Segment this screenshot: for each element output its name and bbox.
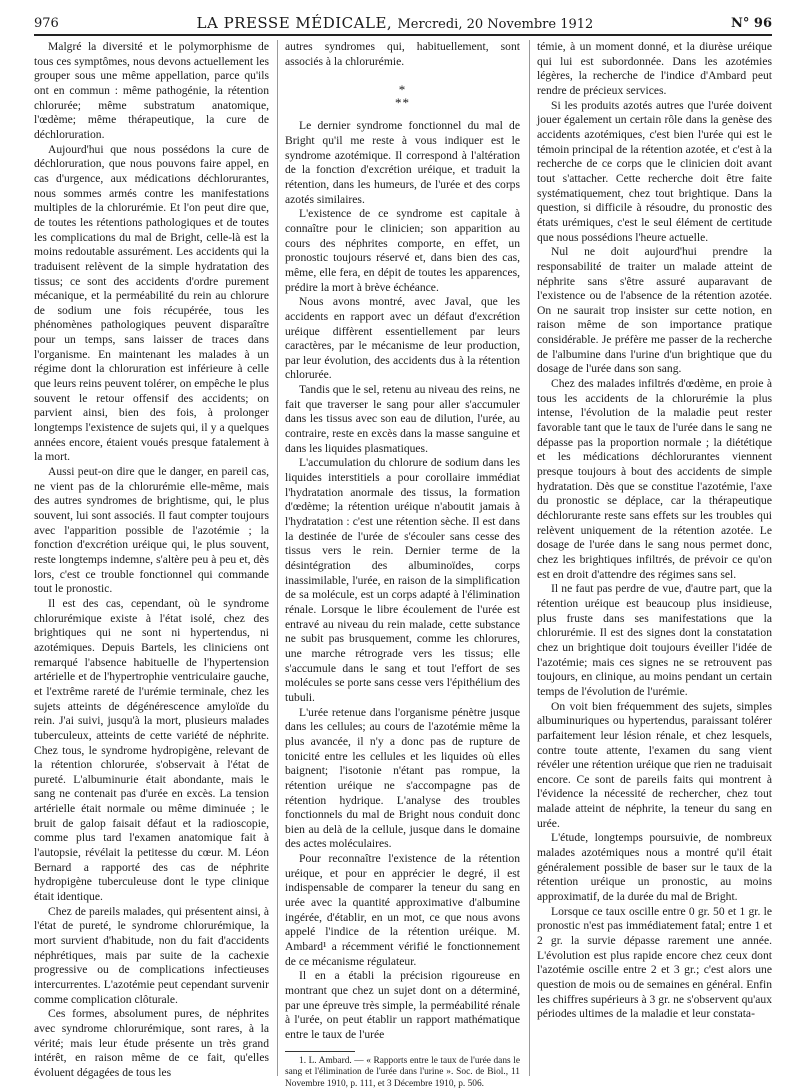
paragraph: Aussi peut-on dire que le danger, en pareil cas, ne vient pas de la chlorurémie elle-même, mais des autres syndromes de brightisme, qui, le plus souvent, lui sont associés. Il faut compter toujours avec l'apparition possible de l'azotémie ; la fonction d'excrétion uréique qui, le plus souvent, reste longtemps indemne, s'altère peu à peu et, dès lors, c'est ce trouble fonctionnel qui commande tout le pronostic. <box>34 465 269 596</box>
section-separator-asterism <box>285 83 520 109</box>
paragraph: Nul ne doit aujourd'hui prendre la responsabilité de traiter un malade atteint de néphrite sans s'être assuré auparavant de l'existence ou de l'absence de la rétention azotée. On ne saurait trop insister sur cette notion, en raison même de son importance pratique considérable. Je préfère me passer de la recherche de l'albumine dans l'urine d'un brightique que du dosage de l'urée dans son sang. <box>537 245 772 376</box>
footnote-rule <box>285 1051 355 1052</box>
footnote: 1. L. Ambard. — « Rapports entre le taux de l'urée dans le sang et l'élimination de l'urée dans l'urine ». Soc. de Biol., 11 Novembre 1910, p. 111, et 3 Décembre 1910, p. 506. <box>285 1055 520 1089</box>
paragraph: Tandis que le sel, retenu au niveau des reins, ne fait que traverser le sang pour aller s'accumuler dans les tissus avec son eau de dilution, l'urée, au contraire, reste en excès dans la masse sanguine et dans les liquides plasmatiques. <box>285 383 520 455</box>
issue-date: Mercredi, 20 Novembre 1912 <box>397 17 594 32</box>
paragraph: Malgré la diversité et le polymorphisme de tous ces symptômes, nous devons actuellement les grouper sous une même appellation, parce qu'ils ont en commun : même pathogénie, la rétention chlorurée; même substratum anatomique, l'œdème; même thérapeutique, la cure de déchloruration. <box>34 40 269 141</box>
paragraph: Il en a établi la précision rigoureuse en montrant que chez un sujet dont on a déterminé, par une épreuve très simple, la perméabilité rénale à l'urée, on peut établir un rapport mathématique entre le taux de l'urée <box>285 969 520 1041</box>
paragraph: Il ne faut pas perdre de vue, d'autre part, que la rétention uréique est beaucoup plus insidieuse, plus fruste dans ses manifestations que la chlorurémie. Il est des signes dont la constatation chez un brightique doit toujours éveiller l'idée de l'azotémie; mais ces signes ne se retrouvent pas toujours, en clinique, au moins pendant un certain temps de l'évolution de l'urémie. <box>537 582 772 698</box>
paragraph: L'existence de ce syndrome est capitale à connaître pour le clinicien; son apparition au cours des néphrites comporte, en effet, un pronostic toujours réservé et, dans bien des cas, même, elle fera, en dépit de toutes les apparences, prédire la mort à brève échéance. <box>285 207 520 294</box>
page-header <box>34 12 772 36</box>
paragraph: Aujourd'hui que nous possédons la cure de déchloruration, que nous pouvons faire appel, en cas d'urgence, aux médications déchlorurantes, nous sommes armés contre les manifestations multiples de la chlorurémie. Et l'on peut dire que, de toutes les rétentions pathologiques et de toutes les complications du mal de Bright, celle-là est la moins redoutable assurément. Les accidents qui la traduisent relèvent de la simple hydratation des tissus; ce sont des accidents d'ordre purement mécanique, et la perméabilité du rein au chlorure de sodium une fois récupérée, tous les phénomènes pathologiques peuvent disparaître pour un temps, sans laisser de traces dans l'organisme. En maintenant les malades à un régime dont la chloruration est inférieure à celle que leurs reins peuvent tolérer, on empêche le plus souvent le retour offensif des accidents; on parvient ainsi, bien des fois, à prolonger longtemps l'existence de sujets qui, il y a quelques années encore, étaient voués presque fatalement à la mort. <box>34 142 269 464</box>
asterism-bottom: ** <box>395 95 410 111</box>
paragraph: Chez des malades infiltrés d'œdème, en proie à tous les accidents de la chlorurémie la plus intense, l'évolution de la maladie peut rester favorable tant que le taux de l'urée dans le sang ne dépasse pas la proportion normale ; la diététique et les médications déchlorurantes viennent presque toujours à bout des accidents de simple hydratation. Dès que se constitue l'azotémie, l'axe du pronostic se déplace, car la thérapeutique déchlorurante reste sans effets sur les troubles qui relèvent uniquement de la rétention azotée. Le dosage de l'urée dans le sang nous permet donc, chez les brightiques infiltrés, de prévoir ce qu'on est en droit d'attendre des régimes sans sel. <box>537 377 772 581</box>
column-divider <box>277 40 278 1076</box>
paragraph: Pour reconnaître l'existence de la rétention uréique, et pour en apprécier le degré, il est indispensable de comparer la teneur du sang en urée avec la quantité approximative d'albumine ingérée, d'établir, en un mot, ce que nous avons appelé l'indice de la rétention uréique. M. Ambard¹ a récemment vérifié le fonctionnement de ce mécanisme régulateur. <box>285 852 520 968</box>
paragraph: L'urée retenue dans l'organisme pénètre jusque dans les cellules; au cours de l'azotémie même la plus avancée, il n'y a donc pas de rupture de tonicité entre les cellules et les liquides où elles baignent; l'isotonie n'étant pas rompue, la rétention uréique ne s'accompagne pas de rétention hydrique. L'analyse des troubles fonctionnels du mal de Bright nous conduit donc bien au delà de la cellule, jusque dans le domaine des actes moléculaires. <box>285 705 520 851</box>
paragraph: L'étude, longtemps poursuivie, de nombreux malades azotémiques nous a montré qu'il était généralement possible de baser sur le taux de la rétention uréique un pronostic, au moins approximatif, de la durée du mal de Bright. <box>537 831 772 904</box>
journal-title-line <box>197 14 594 32</box>
paragraph: Il est des cas, cependant, où le syndrome chlorurémique existe à l'état isolé, chez des brightiques qui ne sont ni hypertendus, ni azotémiques. Depuis Bartels, les cliniciens ont remarqué l'absence habituelle de l'hypertension artérielle et de l'hypertrophie ventriculaire gauche, et l'extrême rareté de l'urémie terminale, chez les sujets atteints de dégénérescence amyloïde du rein. J'ai suivi, jusqu'à la mort, plusieurs malades tuberculeux, atteints de cette variété de néphrite. Chez tous, le syndrome hydropigène, relevant de la rétention chlorurée, s'observait à l'état de pureté. L'albuminurie était abondante, mais le sang ne contenait pas d'urée en excès. La tension artérielle était normale ou même diminuée ; le bruit de galop faisait défaut et la radioscopie, comme plus tard l'examen anatomique fait à l'autopsie, révélait la petitesse du cœur. M. Léon Bernard a rapporté des cas de néphrite hydropigène tuberculeuse dont le type clinique était identique. <box>34 596 269 904</box>
paragraph: Si les produits azotés autres que l'urée doivent jouer également un certain rôle dans la genèse des accidents azotémiques, c'est bien l'urée qui est le témoin principal de la rétention azotée, et c'est à la recherche de ce corps que le clinicien doit avant tout s'attacher. Cette recherche doit être faite systématiquement, chez tout brightique. Dans la question, si difficile à résoudre, du pronostic des états urémiques, c'est le seul élément de certitude que nous possédions l'heure actuelle. <box>537 98 772 244</box>
asterism-top: * <box>398 82 407 98</box>
column-divider <box>529 40 530 1076</box>
paragraph: Ces formes, absolument pures, de néphrites avec syndrome chlorurémique, sont rares, à la vérité; mais leur étude présente un très grand intérêt, en raison même de ce fait, qu'elles évoluent dégagées de tous les <box>34 1007 269 1079</box>
paragraph: Nous avons montré, avec Javal, que les accidents en rapport avec un défaut d'excrétion uréique diffèrent essentiellement par leurs caractères, par le mécanisme de leur production, par leur évolution, des accidents dus à la rétention chlorurée. <box>285 295 520 382</box>
paragraph: Lorsque ce taux oscille entre 0 gr. 50 et 1 gr. le pronostic n'est pas immédiatement fatal; entre 1 et 2 gr. la survie dépasse rarement une année. L'évolution est plus rapide encore chez ceux dont l'azotémie oscille entre 2 et 3 gr.; c'est alors une question de mois ou de semaines en général. Enfin les chiffres supérieurs à 3 gr. ne s'observent qu'aux périodes ultimes de la maladie et leur constata- <box>537 904 772 1021</box>
text-column-1 <box>34 40 269 1079</box>
paragraph: autres syndromes qui, habituellement, sont associés à la chlorurémie. <box>285 40 520 68</box>
paragraph: On voit bien fréquemment des sujets, simples albuminuriques ou hypertendus, paraissant tolérer parfaitement leur lésion rénale, et chez lesquels, contre toute attente, l'examen du sang vient révéler une rétention uréique que rien ne traduisait encore. Ce sont de pareils faits qui montrent à l'évidence la nécessité de rechercher, chez tout malade atteint de néphrite, la teneur du sang en urée. <box>537 699 772 830</box>
issue-number: N° 96 <box>730 15 772 31</box>
paragraph: Chez de pareils malades, qui présentent ainsi, à l'état de pureté, le syndrome chlorurémique, la mort survient d'habitude, non du fait d'accidents néphrétiques, mais par suite de la cachexie progressive ou de complications infectieuses intercurrentes. L'azotémie peut cependant survenir comme complication clôturale. <box>34 904 269 1006</box>
paragraph: Le dernier syndrome fonctionnel du mal de Bright qu'il me reste à vous indiquer est le syndrome azotémique. Il correspond à l'altération de la fonction d'excrétion uréique, et traduit la rétention, dans les humeurs, de l'urée et des corps azotés similaires. <box>285 119 520 206</box>
paragraph: témie, à un moment donné, et la diurèse uréique qui lui est subordonnée. Dans les azotémies légères, la recherche de l'indice d'Ambard peut rendre de précieux services. <box>537 40 772 97</box>
journal-title: LA PRESSE MÉDICALE, <box>196 14 393 32</box>
page-number: 976 <box>34 15 59 31</box>
paragraph: L'accumulation du chlorure de sodium dans les liquides interstitiels a pour corollaire immédiat l'hydratation anormale des tissus, la formation d'œdème; la rétention uréique n'aboutit jamais à l'hydratation : c'est une rétention sèche. Il est dans la destinée de l'urée de s'écouler sans cesse des tissus vers le rein. Dernier terme de la désintégration des albuminoïdes, corps inassimilable, l'urée, en raison de la simplification de sa molécule, est un corps adapté à l'élimination rénale. Lorsque le libre écoulement de l'urée est entravé au niveau du rein malade, cette substance ne subit pas brusquement, comme les chlorures, une marche rétrograde vers les tissus; elle s'accumule dans le sang et tout l'effort de ses molécules se porte sans cesse vers l'épithélium des tubuli. <box>285 456 520 704</box>
text-column-2 <box>285 40 520 1089</box>
text-column-3 <box>537 40 772 1076</box>
